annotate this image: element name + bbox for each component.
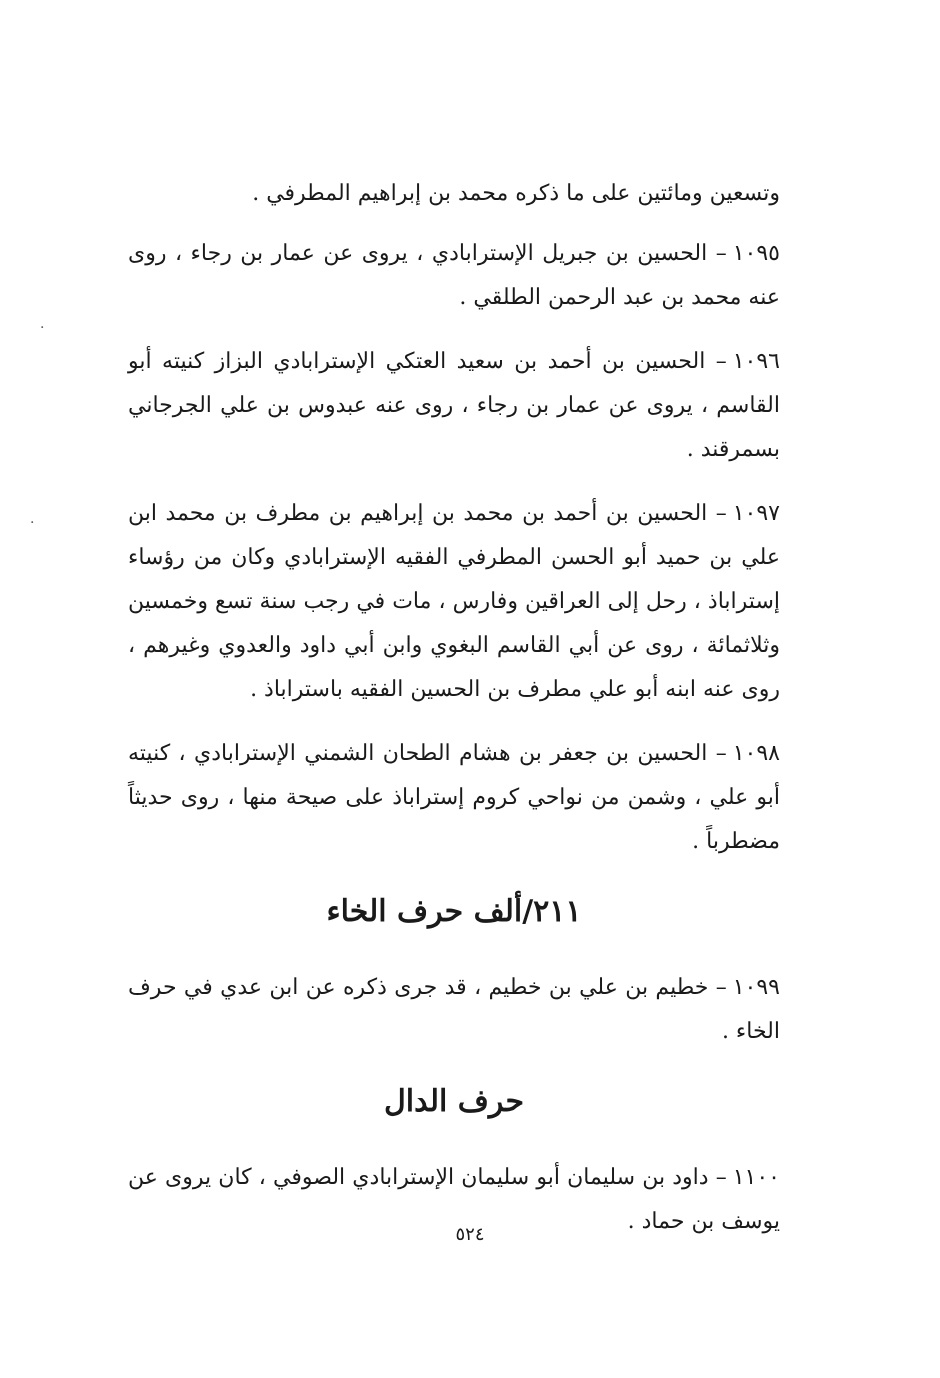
biography-entry-1098 [128,732,780,864]
section-heading-kha: ٢١١/ألف حرف الخاء [326,894,582,929]
biography-entry-1095 [128,232,780,320]
entry-text: – الحسين بن أحمد بن سعيد العتكي الإسترابادي البزاز كنيته أبو القاسم ، يروى عن عمار بن رجاء ، روى عنه عبدوس بن علي الجرجاني بسمرقند . [128,349,780,462]
page-body [128,172,780,1264]
section-heading-dal: حرف الدال [384,1084,524,1119]
entry-text: – الحسين بن أحمد بن محمد بن إبراهيم بن مطرف بن محمد ابن علي بن حميد أبو الحسن المطرفي الفقيه الإسترابادي وكان من رؤساء إستراباذ ، رحل إلى العراقين وفارس ، مات في رجب سنة تسع وخمسين وثلاثمائة ، روى عن أبي القاسم البغوي وابن أبي داود والعدوي وغيرهم ، روى عنه ابنه أبو علي مطرف بن الحسين الفقيه باستراباذ . [128,501,780,702]
entry-text: – داود بن سليمان أبو سليمان الإسترابادي الصوفي ، كان يروى عن يوسف بن حماد . [128,1165,780,1234]
entry-number: ١٠٩٦ [732,349,780,374]
biography-entry-1097 [128,492,780,712]
scan-speck: · [40,320,45,336]
page-number: ٥٢٤ [455,1224,485,1245]
entry-text: – الحسين بن جبريل الإسترابادي ، يروى عن عمار بن رجاء ، روى عنه محمد بن عبد الرحمن الطلقي . [128,241,780,310]
biography-entry-1099 [128,966,780,1054]
entry-number: ١٠٩٨ [732,741,780,766]
biography-entry-1096 [128,340,780,472]
scan-speck: · [30,515,35,531]
entry-number: ١٠٩٩ [732,975,780,1000]
entry-text: – خطيم بن علي بن خطيم ، قد جرى ذكره عن ابن عدي في حرف الخاء . [128,975,780,1044]
entry-number: ١١٠٠ [732,1165,780,1190]
entry-number: ١٠٩٥ [732,241,780,266]
continuation-text: وتسعين ومائتين على ما ذكره محمد بن إبراهيم المطرفي . [252,181,780,206]
entry-number: ١٠٩٧ [732,501,780,526]
entry-text: – الحسين بن جعفر بن هشام الطحان الشمني الإسترابادي ، كنيته أبو علي ، وشمن من نواحي كروم إستراباذ على صيحة منها ، روى حديثاً مضطرباً . [128,741,780,854]
